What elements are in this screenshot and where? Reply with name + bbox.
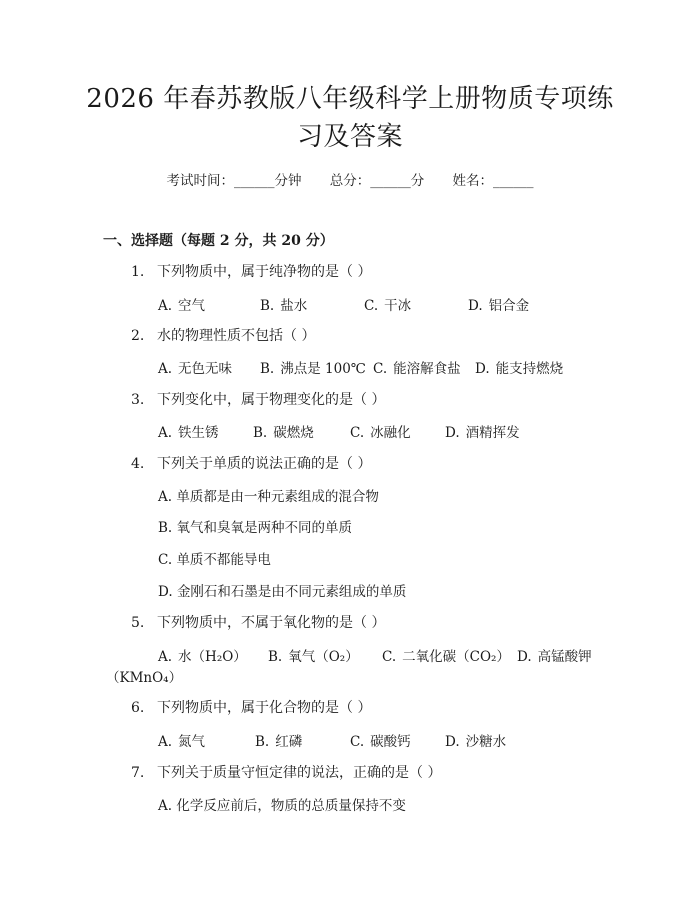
question-3 xyxy=(131,389,385,409)
question-3-options xyxy=(158,421,520,441)
option-b: B. 氧气（O₂） xyxy=(268,649,359,665)
question-4-option-b: B. 氧气和臭氧是两种不同的单质 xyxy=(158,520,353,536)
option-b: B. 碳燃烧 xyxy=(253,425,314,441)
question-text: 下列物质中，不属于氧化物的是（ ） xyxy=(157,615,386,631)
option-a: A. 氮气 xyxy=(158,734,206,750)
title-line-1: 2026 年春苏教版八年级科学上册物质专项练 xyxy=(86,84,614,114)
question-4-option-d: D. 金刚石和石墨是由不同元素组成的单质 xyxy=(158,584,407,600)
question-text: 下列物质中，属于化合物的是（ ） xyxy=(157,700,372,716)
question-6-options xyxy=(158,730,506,750)
question-number: 1. xyxy=(131,264,145,280)
question-text: 下列关于质量守恒定律的说法，正确的是（ ） xyxy=(157,765,442,781)
question-6 xyxy=(131,697,371,717)
student-name-field: 姓名：______ xyxy=(452,173,534,189)
option-d: D. 沙糖水 xyxy=(445,734,507,750)
question-2-options xyxy=(158,357,563,377)
question-7 xyxy=(131,762,441,782)
question-5-wrap: （KMnO₄） xyxy=(106,670,183,686)
total-score-field: 总分：______分 xyxy=(329,173,425,189)
question-text: 下列关于单质的说法正确的是（ ） xyxy=(157,456,372,472)
question-number: 2. xyxy=(131,328,145,344)
question-5 xyxy=(131,612,385,632)
exam-time-field: 考试时间：______分钟 xyxy=(166,173,302,189)
question-number: 5. xyxy=(131,615,145,631)
question-text: 水的物理性质不包括（ ） xyxy=(157,328,316,344)
option-c: C. 冰融化 xyxy=(350,425,411,441)
option-a: A. 水（H₂O） xyxy=(158,649,247,665)
page-title xyxy=(60,80,640,156)
question-5-options xyxy=(158,645,592,665)
option-d: D. 高锰酸钾 xyxy=(517,649,592,665)
option-d: D. 能支持燃烧 xyxy=(475,361,564,377)
question-text: 下列变化中，属于物理变化的是（ ） xyxy=(157,392,386,408)
question-text: 下列物质中，属于纯净物的是（ ） xyxy=(157,264,372,280)
option-d: D. 酒精挥发 xyxy=(445,425,520,441)
question-4-option-c: C. 单质不都能导电 xyxy=(158,552,271,568)
question-4 xyxy=(131,453,371,473)
exam-meta xyxy=(0,169,700,189)
question-4-option-a: A. 单质都是由一种元素组成的混合物 xyxy=(158,489,379,505)
question-2 xyxy=(131,325,315,345)
option-b: B. 沸点是 100℃ xyxy=(260,361,366,377)
option-c: C. 能溶解食盐 xyxy=(373,361,461,377)
question-1-options xyxy=(158,294,529,314)
option-b: B. 红磷 xyxy=(255,734,303,750)
option-c: C. 碳酸钙 xyxy=(350,734,411,750)
question-number: 7. xyxy=(131,765,145,781)
question-number: 6. xyxy=(131,700,145,716)
option-b: B. 盐水 xyxy=(260,298,308,314)
question-number: 4. xyxy=(131,456,145,472)
question-number: 3. xyxy=(131,392,145,408)
option-a: A. 空气 xyxy=(158,298,206,314)
option-c: C. 二氧化碳（CO₂） xyxy=(382,649,510,665)
question-1 xyxy=(131,261,371,281)
option-a: A. 铁生锈 xyxy=(158,425,219,441)
title-line-2: 习及答案 xyxy=(296,122,403,152)
question-7-option-a: A. 化学反应前后，物质的总质量保持不变 xyxy=(158,798,406,814)
option-a: A. 无色无味 xyxy=(158,361,233,377)
section-heading: 一、选择题（每题 2 分，共 20 分） xyxy=(103,233,334,249)
option-d: D. 铝合金 xyxy=(468,298,530,314)
option-c: C. 干冰 xyxy=(364,298,412,314)
